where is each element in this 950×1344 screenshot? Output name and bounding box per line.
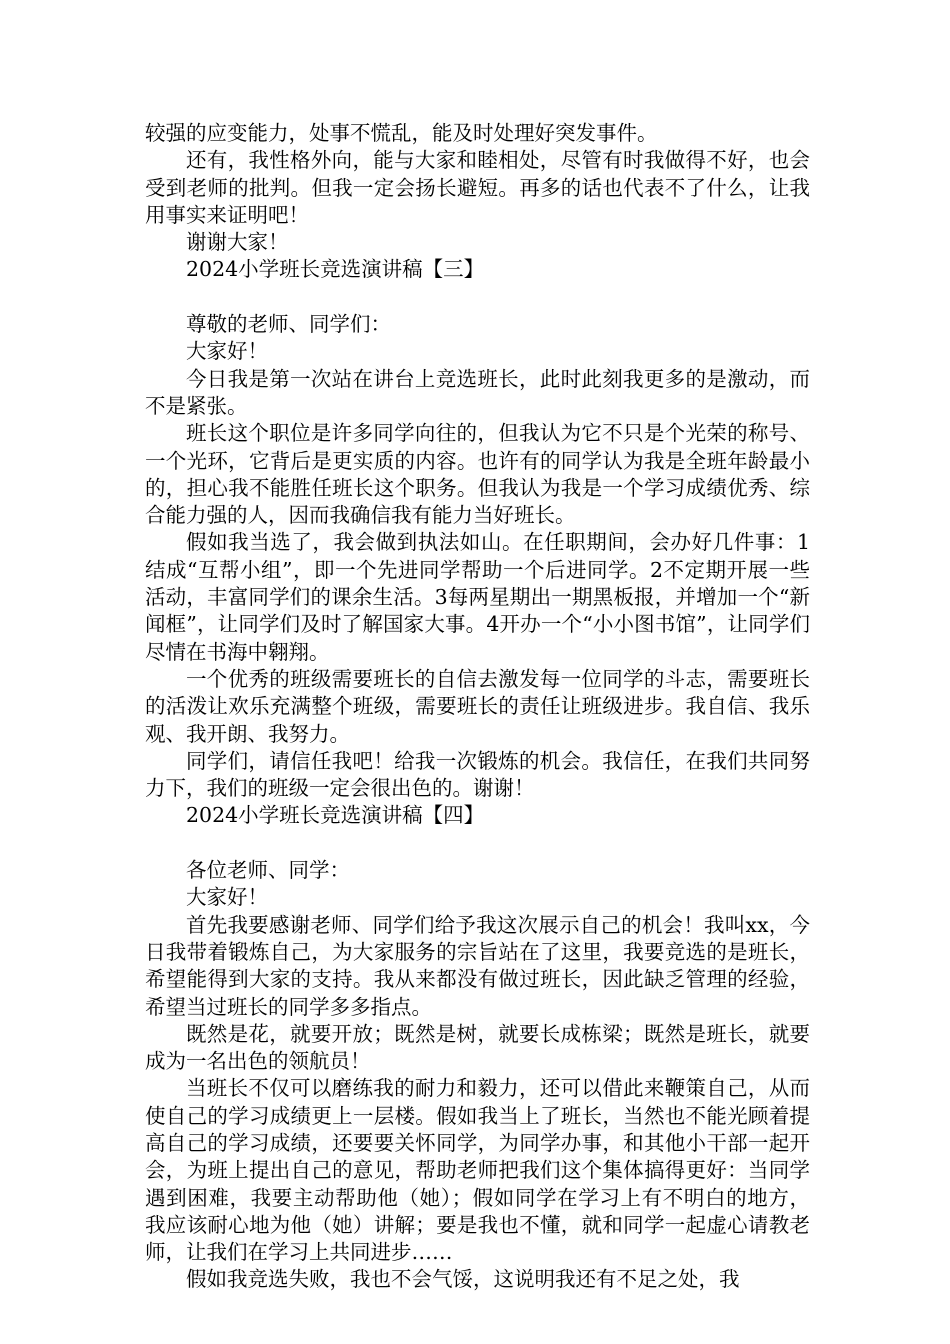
paragraph: 既然是花，就要开放；既然是树，就要长成栋梁；既然是班长，就要成为一名出色的领航员！: [145, 1021, 810, 1074]
paragraph: 今日我是第一次站在讲台上竞选班长，此时此刻我更多的是激动，而不是紧张。: [145, 366, 810, 418]
paragraph: 当班长不仅可以磨练我的耐力和毅力，还可以借此来鞭策自己，从而使自己的学习成绩更上一层楼。假如我当上了班长，当然也不能光顾着提高自己的学习成绩，还要要关怀同学，为同学办事，和其他小干部一起开会，为班上提出自己的意见，帮助老师把我们这个集体搞得更好：当同学遇到困难，我要主动帮助他（她）；假如同学在学习上有不明白的地方，我应该耐心地为他（她）讲解；要是我也不懂，就和同学一起虚心请教老师，让我们在学习上共同进步……: [145, 1076, 810, 1265]
section-heading: 2024小学班长竞选演讲稿【三】: [186, 257, 485, 282]
section-heading: 2024小学班长竞选演讲稿【四】: [186, 803, 485, 828]
paragraph: 谢谢大家！: [186, 230, 289, 255]
paragraph: 同学们，请信任我吧！给我一次锻炼的机会。我信任，在我们共同努力下，我们的班级一定会很出色的。谢谢！: [145, 748, 810, 801]
greeting: 大家好！: [186, 339, 268, 364]
paragraph: 还有，我性格外向，能与大家和睦相处，尽管有时我做得不好，也会受到老师的批判。但我一定会扬长避短。再多的话也代表不了什么，让我用事实来证明吧！: [145, 148, 810, 227]
paragraph: 首先我要感谢老师、同学们给予我这次展示自己的机会！我叫xx，今日我带着锻炼自己，为大家服务的宗旨站在了这里，我要竞选的是班长，希望能得到大家的支持。我从来都没有做过班长，因此缺乏管理的经验，希望当过班长的同学多多指点。: [145, 912, 810, 1019]
paragraph: 假如我当选了，我会做到执法如山。在任职期间，会办好几件事：1结成“互帮小组”，即一个先进同学帮助一个后进同学。2不定期开展一些活动，丰富同学们的课余生活。3每两星期出一期黑板报，并增加一个“新闻框”，让同学们及时了解国家大事。4开办一个“小小图书馆”，让同学们尽情在书海中翱翔。: [145, 530, 810, 664]
paragraph: 假如我竞选失败，我也不会气馁，这说明我还有不足之处，我: [186, 1267, 740, 1292]
paragraph: 一个优秀的班级需要班长的自信去激发每一位同学的斗志，需要班长的活泼让欢乐充满整个班级，需要班长的责任让班级进步。我自信、我乐观、我开朗、我努力。: [145, 666, 810, 746]
paragraph: 较强的应变能力，处事不慌乱，能及时处理好突发事件。: [145, 121, 658, 145]
blank-line: [145, 284, 810, 311]
paragraph: 班长这个职位是许多同学向往的，但我认为它不只是个光荣的称号、一个光环，它背后是更实质的内容。也许有的同学认为我是全班年龄最小的，担心我不能胜任班长这个职务。但我认为我是一个学习成绩优秀、综合能力强的人，因而我确信我有能力当好班长。: [145, 421, 810, 528]
salutation: 各位老师、同学：: [186, 858, 350, 883]
salutation: 尊敬的老师、同学们：: [186, 312, 391, 337]
document-page: [145, 120, 810, 1294]
greeting: 大家好！: [186, 885, 268, 910]
blank-line: [145, 830, 810, 857]
